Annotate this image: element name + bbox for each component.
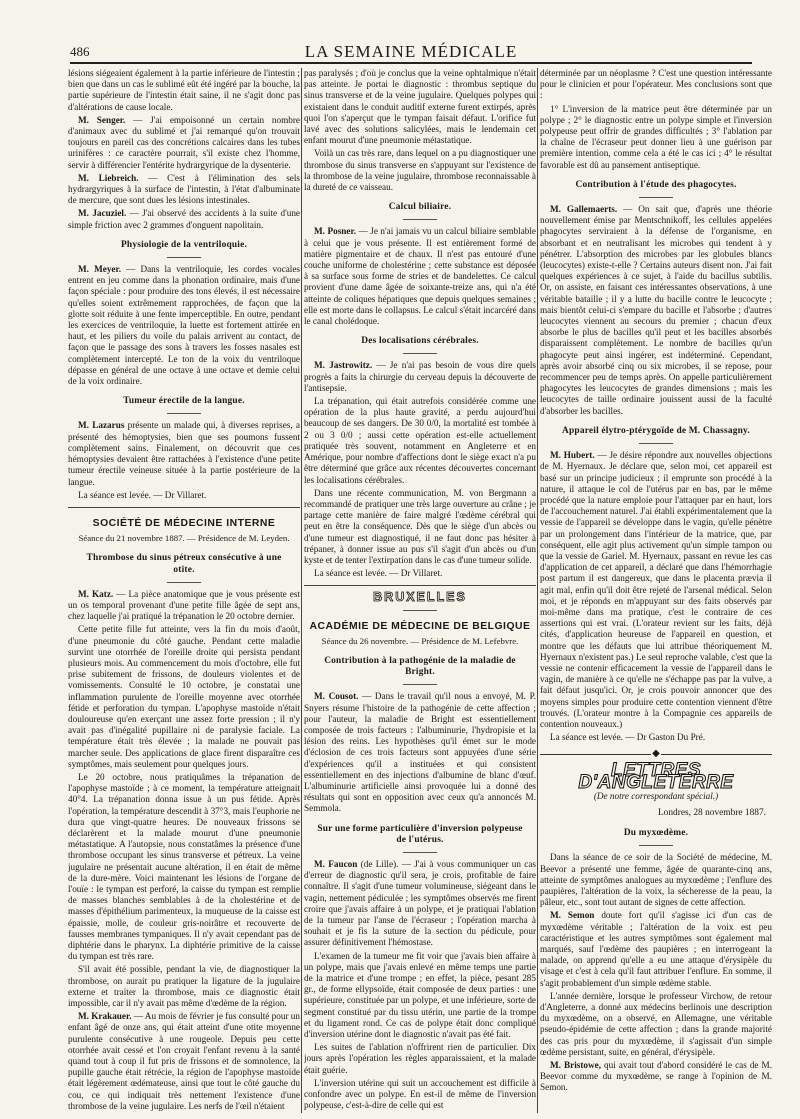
heading-rule — [403, 684, 437, 685]
section-heading: Des localisations cérébrales. — [361, 336, 479, 347]
paragraph: M. Meyer. — Dans la ventriloquie, les cordes vocales entrent en jeu comme dans la phonation ordinaire, mais d'une façon spéciale : pour produire des tons élevés, il est nécessaire qu'elles soient extrêmement rapprochées, de façon que la glotte soit réduite à une fente imperceptible. En outre, pendant les exercices de ventriloquie, la luette est fortement attirée en haut, et les piliers du voile du palais arrivent au contact, de façon que le passage des sons à travers les fosses nasales est complètement intercepté. Le ton de la voix du ventriloque dépasse en général de une octave à une octave et demie celui de la voix ordinaire. — [68, 264, 300, 387]
paragraph: M. Hubert. — Je désire répondre aux nouvelles objections de M. Hyernaux. Je déclare que, selon moi, cet appareil est basé sur un principe judicieux ; il emprunte son procédé à la nature, il attaque le col de l'utérus par en bas, par le même procédé que la nature emploie pour l'attaquer par en haut, lors de l'accouchement naturel. J'ai établi expérimentalement que la vessie de l'appareil se développe dans le vagin, qu'elle pénètre par un prolongement dans l'intérieur de la matrice, que, par conséquent, elle agit plus activement qu'un simple tampon ou que la vessie de Gariel. M. Hyernaux, passant en revue les cas d'application de cet appareil, a déclaré que dans l'hémorrhagie post partum il est dangereux, que dans le placenta prævia il agit mal, enfin qu'il doit être rejeté de l'arsenal médical. Selon moi, et je réponds en m'appuyant sur des faits observés par moi-même dans ma pratique, c'est le contraire de ces assertions qui est vrai. (L'orateur revient sur les faits, déjà cités, d'application heureuse de l'appareil en question, et montre que les défauts que lui attribue théoriquement M. Hyernaux n'existent pas.) Le seul reproche valable, c'est que la vessie ne contenir efficacement la vessie de l'appareil dans le vagin, de manière à ce qu'elle ne s'échappe pas par la vulve, a fait défaut jusqu'ici. Or, je crois pouvoir annoncer que des moyens simples pour produire cette contention viennent d'être trouvés. (L'orateur montre à la Compagnie ces appareils de contention nouveaux.) — [540, 450, 772, 729]
column-divider — [537, 68, 538, 1113]
column-2 — [304, 68, 536, 1113]
section-heading: Calcul biliaire. — [388, 202, 452, 213]
speaker-name: M. Krakauer. — [78, 1011, 132, 1022]
speaker-name: M. Semon — [550, 910, 595, 921]
section-heading: Contribution à la pathogénie de la maladie de Bright. — [324, 655, 516, 678]
paragraph: M. Cousot. — Dans le travail qu'il nous a envoyé, M. P. Snyers résume l'histoire de la pathogénie de cette affection ; pour l'auteur, la maladie de Bright est essentiellement composée de trois facteurs : l'albuminurie, l'hydropisie et la lésion des reins. Les hypothèses qu'il émet sur le mode d'éclosion de ces trois facteurs sont appuyées d'une série d'expériences qu'il a instituées et qui consistent essentiellement en des injections d'albumine de blanc d'œuf. L'albuminurie artificielle ainsi provoquée lui a donné des résultats qui sont en opposition avec ceux qu'a annoncés M. Semmola. — [304, 691, 536, 814]
paragraph: M. Semon doute fort qu'il s'agisse ici d'un cas de myxœdème véritable ; l'altération de la voix est peu caractéristique et les autres symptômes sont également mal marqués, sauf l'œdème des paupières ; en interrogeant la malade, on apprend qu'elle a eu une attaque d'érysipèle du visage et c'est à cela qu'il faut attribuer l'enflure. En somme, il s'agit probablement d'un simple œdème stable. — [540, 910, 772, 988]
society-title: ACADÉMIE DE MÉDECINE DE BELGIQUE — [309, 620, 531, 632]
correspondent-note: (De notre correspondant spécial.) — [593, 790, 719, 801]
speaker-name: M. Senger. — [78, 114, 126, 125]
speaker-name: M. Lazarus — [78, 420, 125, 431]
paragraph: Dans une récente communication, M. von Bergmann a recommandé de pratiquer une très large ouverture au crâne ; je partage cette manière de faire malgré l'œdème cérébral qui peut en être la conséquence. Dès que le siège d'un abcès ou d'une tumeur est diagnostiqué, il ne faut donc pas hésiter à trépaner, à donner issue au pus s'il s'agit d'un abcès ou d'un kyste et de tenter l'extirpation dans le cas d'une tumeur solide. — [304, 487, 536, 565]
seance-line: Séance du 26 novembre. — Présidence de M. Lefebvre. — [321, 635, 519, 646]
paragraph: Voilà un cas très rare, dans lequel on a pu diagnostiquer une thrombose du sinus transverse en s'appuyant sur l'existence de la thrombose de la veine jugulaire, thrombose reconnaissable à la dureté de ce vaisseau. — [304, 148, 536, 193]
paragraph: déterminée par un néoplasme ? C'est une question intéressante pour le clinicien et pour l'opérateur. Mes conclusions sont que : — [540, 68, 772, 101]
paragraph: M. Jastrowitz. — Je n'ai pas besoin de vous dire quels progrès a faits la chirurgie du cerveau depuis la découverte de l'antisepsie. — [304, 360, 536, 393]
paragraph: M. Lazarus présente un malade qui, à diverses reprises, a présenté des hémoptysies, bien que ses poumons fussent complètement sains. Finalement, on découvrit que ces hémoptysies devaient être rattachées à l'existence d'une petite tumeur érectile veineuse située à la partie postérieure de la langue. — [68, 420, 300, 487]
speaker-name: M. Jastrowitz. — [314, 360, 373, 371]
page-header — [70, 40, 752, 62]
heading-rule — [403, 852, 437, 853]
paragraph: L'examen de la tumeur me fit voir que j'avais bien affaire à un polype, mais que j'avais enlevé en même temps une partie de la matrice et d'une trompe ; en effet, la pièce, pesant 285 gr., de forme ellypsoïde, était composée de deux parties : une supérieure, constituée par un polype, et une inférieure, sorte de segment constitué par du tissu utérin, une partie de la trompe et du ligament rond. Ce cas de polype était donc compliqué d'inversion utérine dont le diagnostic n'avait pas été fait. — [304, 950, 536, 1040]
paragraph: L'inversion utérine qui suit un accouchement est difficile à confondre avec un polype. En est-il de même de l'inversion polypeuse, c'est-à-dire de celle qui est — [304, 1077, 536, 1111]
city-heading: BRUXELLES — [373, 590, 467, 605]
paragraph: M. Liebreich. — C'est à l'élimination des sels hydrargyriques à la surface de l'intestin, à l'état d'albuminate de mercure, que sont dues les lésions intestinales. — [68, 172, 300, 206]
paragraph: M. Krakauer. — Au mois de février je fus consulté pour un enfant âgé de onze ans, qui était atteint d'une otite moyenne purulente consécutive à une rougeole. Depuis peu cette otorrhée avait cessé et l'on croyait l'enfant revenu à la santé quand tout à coup il fut pris de frissons et de somnolence, la pupille gauche était rétrécie, la région de l'apophyse mastoïde était légèrement œdémateuse, ainsi que tout le côté gauche du cou, ce qui indiquait très nettement l'existence d'une thrombose de la veine jugulaire. Les nerfs de l'œil n'étaient — [68, 1011, 300, 1111]
paragraph: M. Bristowe, qui avait tout d'abord considéré le cas de M. Beevor comme du myxœdème, se range à l'opinion de M. Semon. — [540, 1060, 772, 1093]
heading-rule — [639, 845, 673, 846]
seance-levee: La séance est levée. — Dr Villaret. — [78, 489, 207, 500]
seance-levee: La séance est levée. — Dr Villaret. — [314, 568, 443, 579]
speaker-name: M. Faucon — [314, 858, 358, 869]
heading-rule — [639, 443, 673, 444]
section-heading: Tumeur érectile de la langue. — [123, 396, 245, 407]
speaker-name: M. Posner. — [314, 226, 356, 237]
section-heading: Thrombose du sinus pétreux consécutive à une otite. — [86, 553, 282, 575]
heading-rule — [403, 610, 437, 611]
header-rule — [70, 62, 752, 64]
paragraph: pas paralysés ; d'où je conclus que la veine ophtalmique n'était pas atteinte. Je portai le diagnostic : thrombus septique du sinus transverse et de la veine jugulaire. Quelques polypes qui existaient dans le conduit auditif externe furent extirpés, après quoi l'on s'aperçut que le tympan faisait défaut. L'orifice fut lavé avec des solutions salicylées, mais le lendemain cet enfant mourut d'une pneumonie métastatique. — [304, 68, 536, 146]
heading-rule — [167, 257, 201, 258]
section-heading: Physiologie de la ventriloquie. — [121, 239, 247, 250]
speaker-name: M. Liebreich. — [78, 172, 139, 183]
heading-rule — [167, 582, 201, 583]
page-number: 486 — [70, 44, 90, 59]
dateline: Londres, 28 novembre 1887. — [657, 807, 766, 818]
paragraph: lésions siégeaient également à la partie inférieure de l'intestin ; bien que dans un cas le sublimé eût été ingéré par la bouche, la partie supérieure de l'intestin était saine, il ne s'agit donc pas d'altérations de cause locale. — [68, 68, 300, 112]
paragraph: M. Senger. — J'ai empoisonné un certain nombre d'animaux avec du sublimé et j'ai remarqué qu'on trouvait toujours en pareil cas des concrétions calcaires dans les tubes urinifères : ce caractère pourrait, s'il existe chez l'homme, servir à différencier l'entérite hydrargyrique de la dysenterie. — [68, 114, 300, 170]
society-title: SOCIÉTÉ DE MÉDECINE INTERNE — [92, 517, 276, 529]
speaker-name: M. Katz. — [78, 588, 114, 599]
speaker-name: M. Hubert. — [550, 450, 595, 461]
paragraph: S'il avait été possible, pendant la vie, de diagnostiquer la thrombose, on aurait pu pratiquer la ligature de la jugulaire externe et traiter la thrombose, mais ce diagnostic était impossible, car il n'y avait pas même d'œdème de la région. — [68, 964, 300, 1009]
paragraph: Dans la séance de ce soir de la Société de médecine, M. Beevor a présenté une femme, âgée de quarante-cinq ans, atteinte de symptômes analogues au myxœdème ; l'enflure des paupières, l'altération de la voix, la sécheresse de la peau, la pâleur, etc., sont tout autant de signes de cette affection. — [540, 852, 772, 908]
divider — [68, 507, 300, 508]
paragraph: La trépanation, qui était autrefois considérée comme une opération de la plus haute gravité, a perdu aujourd'hui beaucoup de ses dangers. De 30 0/0, la mortalité est tombée à 2 ou 3 0/0 ; aussi cette opération est-elle actuellement pratiquée très souvent, notamment en Angleterre et en Amérique, pour nombre d'affections dont le siège exact n'a pu être déterminé que grâce aux récentes découvertes concernant les localisations cérébrales. — [304, 396, 536, 485]
paragraph: 1° L'inversion de la matrice peut être déterminée par un polype ; 2° le diagnostic entre un polype simple et l'inversion polypeuse peut offrir de grandes difficultés ; 3° l'ablation par la chaîne de l'écraseur peut donner lieu à une guérison par première intention, comme cela a été le cas ici ; 4° le résultat favorable est dû au pansement antiseptique. — [540, 103, 772, 170]
paragraph: Le 20 octobre, nous pratiquâmes la trépanation de l'apophyse mastoïde ; à ce moment, la température atteignait 40°4. La trépanation donna issue à un pus fétide. Après l'opération, la température descendit à 37°3, mais l'euphorie ne dura que vingt-quatre heures. De nouveaux frissons se déclarèrent et la malade mourut d'une pneumonie métastatique. A l'autopsie, nous constatâmes la présence d'une thrombose occupant les sinus transverse et pétreux. La veine jugulaire ne présentait aucune altération, il en était de même de la dure-mère. Voici maintenant les lésions de l'organe de l'ouïe : le tympan est perforé, la caisse du tympan est remplie de masses blanches semblables à de la cholestérine et de masses d'épithélium parimenteux, la muqueuse de la caisse est épaissie, molle, de couleur gris-noirâtre et recouverte de fausses membranes tympaniques. Il n'y avait cependant pas de diphtérie dans le pharynx. La diphtérie primitive de la caisse du tympan est très rare. — [68, 771, 300, 962]
heading-rule — [167, 413, 201, 414]
paragraph: M. Katz. — La pièce anatomique que je vous présente est un os temporal provenant d'une petite fille âgée de sept ans, chez laquelle j'ai pratiqué la trépanation le 20 octobre dernier. — [68, 588, 300, 622]
paragraph: Cette petite fille fut atteinte, vers la fin du mois d'août, d'une pneumonie du côté gauche. Pendant cette maladie survint une otorrhée de l'oreille droite qui persista pendant plusieurs mois. Au commencement du mois d'octobre, elle fut prise subitement de frissons, de douleurs violentes et de vomissements. Consulté le 10 octobre, je constatai une inflammation purulente de l'oreille moyenne avec otorrhée fétide et perforation du tympan. L'apophyse mastoïde n'était douloureuse qu'en exerçant une assez forte pression ; il n'y avait pas d'inégalité pupillaire ni de paralysie faciale. La température était très élevée ; la malade ne pouvait pas marcher seule. Des applications de glace firent disparaître ces symptômes, mais seulement pour quelques jours. — [68, 624, 300, 769]
section-heading: Contribution à l'étude des phagocytes. — [575, 179, 737, 190]
seance-levee: La séance est levée. — Dr Gaston Du Pré. — [550, 732, 706, 743]
heading-rule — [403, 353, 437, 354]
seance-line: Séance du 21 novembre 1887. — Présidence de M. Leyden. — [78, 533, 290, 544]
heading-rule — [403, 219, 437, 220]
divider — [304, 585, 536, 586]
speaker-name: M. Jacuziel. — [78, 208, 127, 219]
section-heading: Sur une forme particulière d'inversion polypeuse de l'utérus. — [317, 823, 523, 845]
diamond-ornament-icon: ◆ — [652, 748, 660, 760]
speaker-name: M. Gallemaerts. — [550, 204, 618, 215]
paragraph: M. Posner. — Je n'ai jamais vu un calcul biliaire semblable à celui que je vous présente. Il est entièrement formé de matière pigmentaire et de chaux. Il n'est pas entouré d'une couche uniforme de cholestérine ; cette substance est déposée à sa surface sous forme de stries et de bandelettes. Ce calcul provient d'une dame âgée de soixante-treize ans, qui n'a été atteinte de coliques hépatiques que depuis quelques semaines ; elle est morte dans le collapsus. Le calcul s'était incarcéré dans le canal cholédoque. — [304, 226, 536, 327]
section-heading: Du myxœdème. — [623, 828, 689, 839]
paragraph: M. Faucon (de Lille). — J'ai à vous communiquer un cas d'erreur de diagnostic qu'il sera, je crois, profitable de faire connaître. Il s'agit d'une tumeur volumineuse, siégeant dans le vagin, nettement pédiculée ; les symptômes observés me firent croire que j'avais affaire à un polype, et je pratiquai l'ablation de la tumeur par l'anse de l'écraseur ; l'opération marcha à souhait et je fis la suture de la section du pédicule, pour assurer définitivement l'hémostase. — [304, 858, 536, 948]
journal-title: LA SEMAINE MÉDICALE — [304, 42, 518, 61]
paragraph: M. Jacuziel. — J'ai observé des accidents à la suite d'une simple friction avec 2 grammes d'onguent napolitain. — [68, 208, 300, 230]
speaker-name: M. Cousot. — [314, 691, 359, 702]
section-banner: LETTRES D'ANGLETERRE — [578, 760, 734, 793]
column-3 — [540, 68, 772, 1113]
paragraph: Les suites de l'ablation n'offrirent rien de particulier. Dix jours après l'opération les règles apparaissaient, et la malade était guérie. — [304, 1042, 536, 1075]
speaker-name: M. Bristowe, — [550, 1060, 601, 1071]
paragraph: L'année dernière, lorsque le professeur Virchow, de retour d'Angleterre, a donné aux médecins berlinois une description du myxœdème, on a observé, en Allemagne, une véritable pseudo-épidémie de cette affection ; dans la grande majorité des cas pris pour du myxœdème, il s'agissait d'un simple œdème persistant, suite, en général, d'érysipèle. — [540, 990, 772, 1057]
column-1 — [68, 68, 300, 1113]
paragraph: M. Gallemaerts. — On sait que, d'après une théorie nouvellement émise par Mentschnikoff, les cellules appelées phagocytes serviraient à la défense de l'organisme, en absorbant et en neutralisant les microbes qui tendent à y pénétrer. L'absorption des microbes par les globules blancs (leucocytes) existe-t-elle ? Certains auteurs disent non. J'ai fait quelques expériences à ce sujet, à l'aide du bacillus subtilis. Or, on assiste, en faisant ces intéressantes observations, à une véritable bataille ; il y a lutte du bacille contre le leucocyte ; mais bientôt celui-ci s'empare du bacille et l'absorbe ; d'autres leucocytes viennent au secours du premier ; chacun d'eux absorbe le plus de bacilles qu'il peut et les bacilles absorbés disparaissent complètement. Le nombre de bacilles qu'un phagocyte peut ainsi ingérer, est indéterminé. Cependant, après avoir absorbé cinq ou six microbes, il se repose, pour recommencer peu de temps après. On appelle particulièrement phagocytes les leucocytes de grandes dimensions ; mais les leucocytes de taille ordinaire jouissent aussi de la faculté d'absorber les bacilles. — [540, 204, 772, 416]
column-divider — [301, 68, 302, 1113]
speaker-name: M. Meyer. — [78, 264, 122, 275]
heading-rule — [639, 197, 673, 198]
ornament-divider — [540, 749, 772, 761]
section-heading: Appareil élytro-ptérygoïde de M. Chassagny. — [562, 425, 750, 436]
